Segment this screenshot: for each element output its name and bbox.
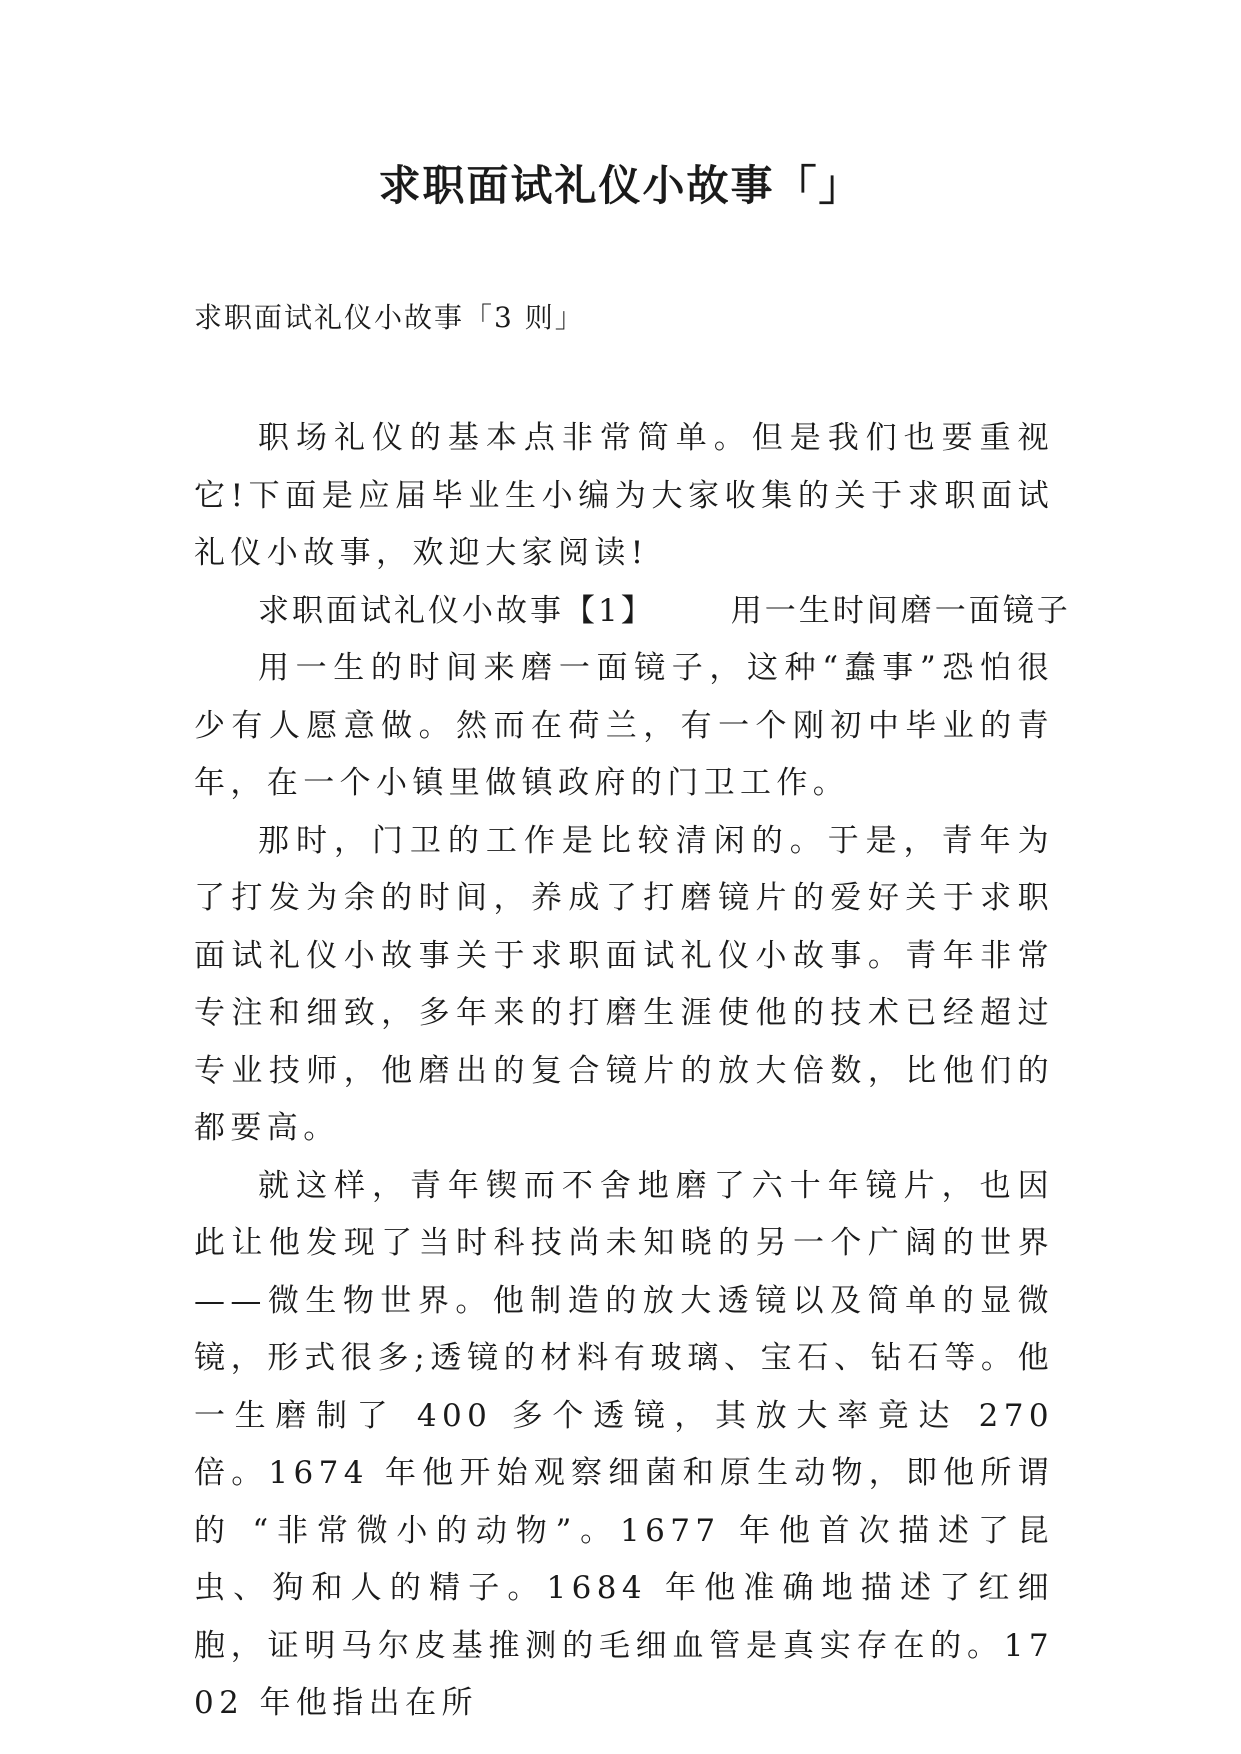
story-paragraph: 那时，门卫的工作是比较清闲的。于是，青年为了打发为余的时间，养成了打磨镜片的爱好关于求职面试礼仪小故事关于求职面试礼仪小故事。青年非常专注和细致，多年来的打磨生涯使他的技术已经超过专业技师，他磨出的复合镜片的放大倍数，比他们的都要高。: [194, 822, 1054, 1146]
document-subtitle: 求职面试礼仪小故事「3 则」: [194, 301, 585, 334]
story-paragraph: 就这样，青年锲而不舍地磨了六十年镜片，也因此让他发现了当时科技尚未知晓的另一个广阔的世界——微生物世界。他制造的放大透镜以及简单的显微镜，形式很多;透镜的材料有玻璃、宝石、钻石等。他一生磨制了 400 多个透镜，其放大率竟达 270 倍。1674 年他开始观察细菌和原生动物，即他所谓的 “非常微小的动物”。1677 年他首次描述了昆虫、狗和人的精子。1684 年他准确地描述了红细胞，证明马尔皮基推测的毛细血管是真实存在的。1702 年他指出在所: [194, 1167, 1054, 1721]
story-heading-label: 求职面试礼仪小故事【1】: [258, 592, 655, 629]
document-title: 求职面试礼仪小故事「」: [378, 161, 863, 210]
story-heading: [194, 583, 1071, 641]
story-heading-title: 用一生时间磨一面镜子: [730, 592, 1071, 629]
document-body: [194, 410, 1071, 1733]
story-paragraph: 用一生的时间来磨一面镜子，这种“蠢事”恐怕很少有人愿意做。然而在荷兰，有一个刚初中毕业的青年，在一个小镇里做镇政府的门卫工作。: [194, 650, 1054, 801]
intro-paragraph: 职场礼仪的基本点非常简单。但是我们也要重视它!下面是应届毕业生小编为大家收集的关于求职面试礼仪小故事，欢迎大家阅读!: [194, 420, 1054, 571]
